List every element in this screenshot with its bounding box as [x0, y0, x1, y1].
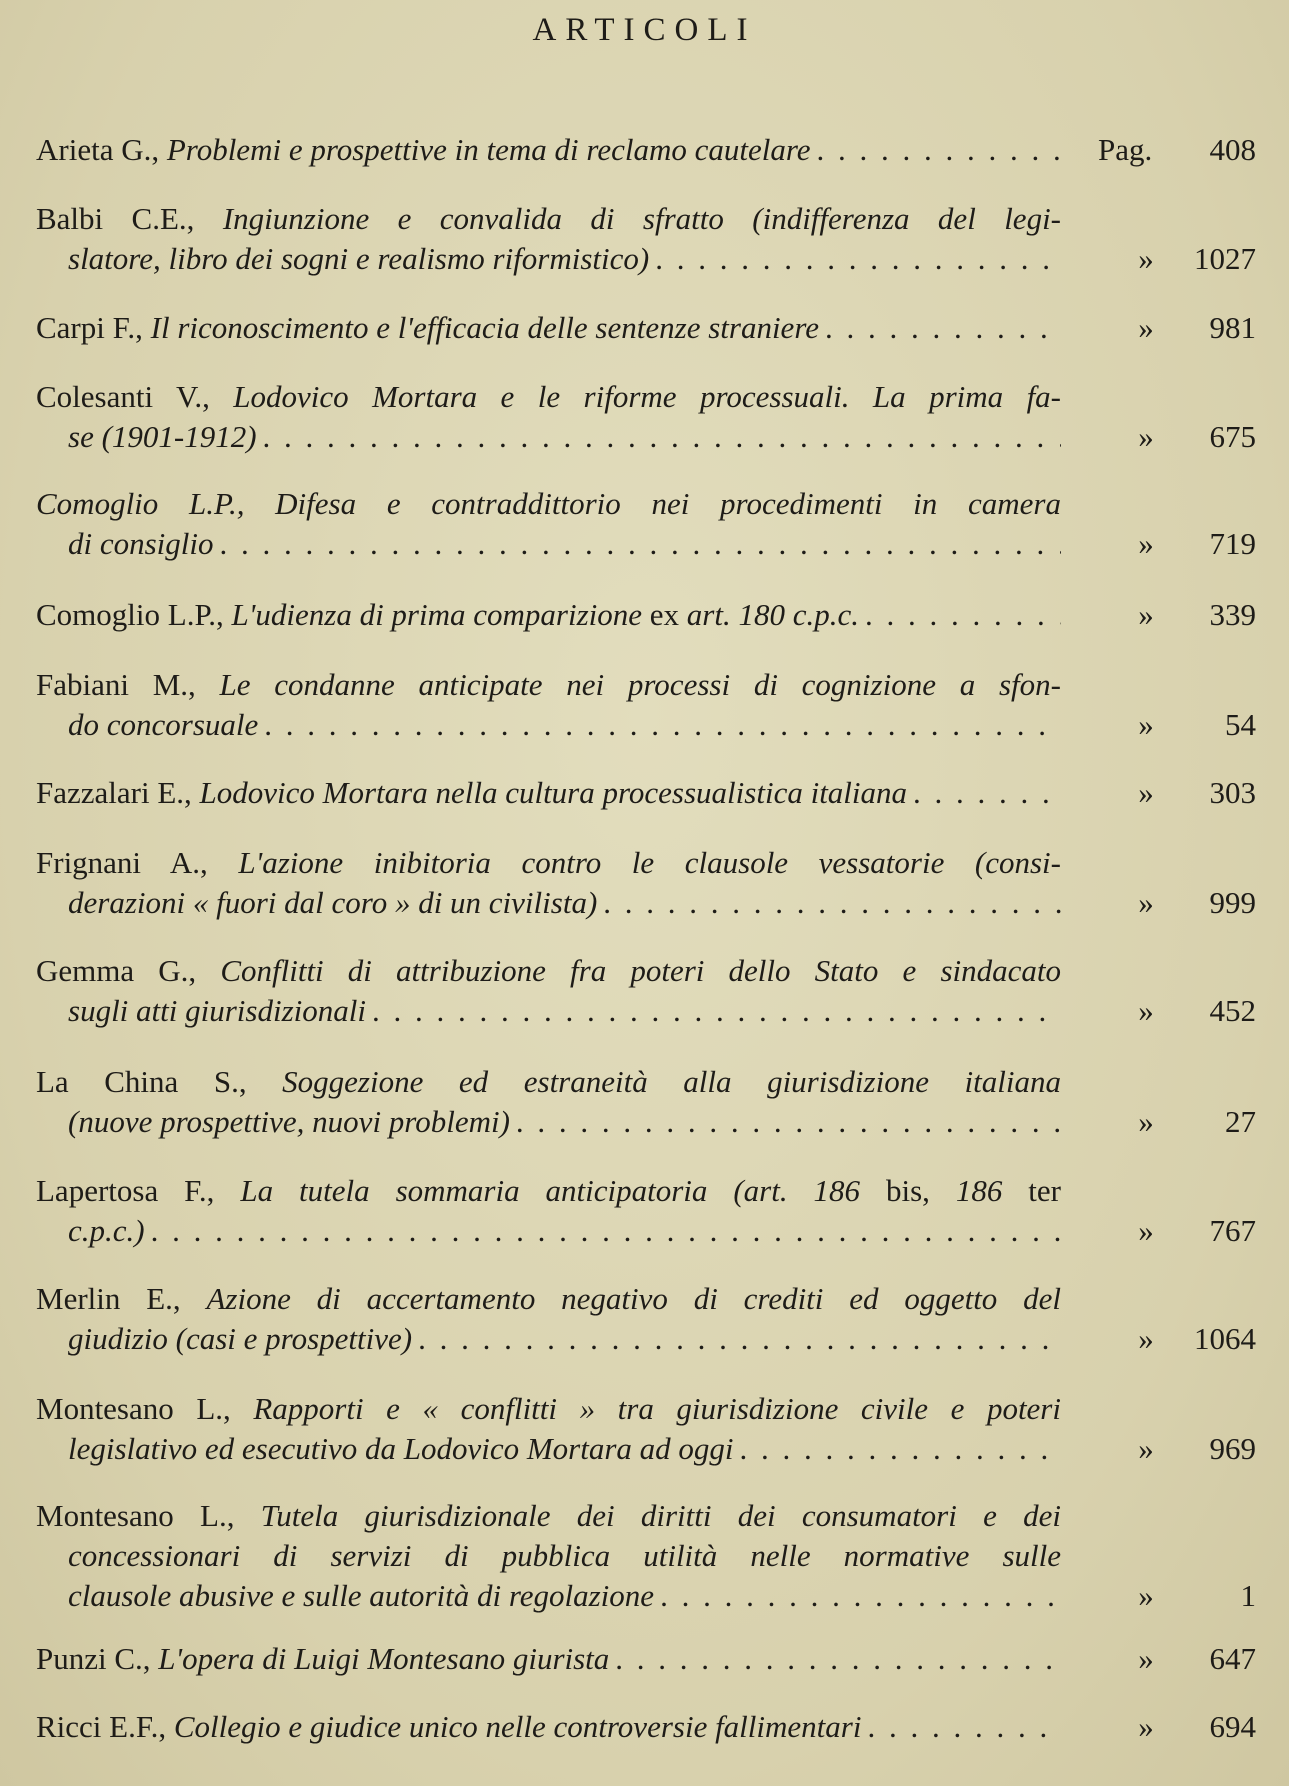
toc-entry: [36, 1062, 1256, 1142]
author-name: Lapertosa F.,: [36, 1173, 241, 1208]
ditto-mark: »: [1138, 993, 1154, 1028]
toc-entry: [36, 308, 1256, 348]
author-name: Montesano L.,: [36, 1498, 261, 1533]
entry-text: [68, 1319, 1061, 1359]
article-title: c.p.c.): [68, 1213, 145, 1248]
dot-leader: [734, 1429, 1061, 1469]
author-name: Montesano L.,: [36, 1391, 254, 1426]
article-title: (nuove prospettive, nuovi problemi): [68, 1104, 510, 1139]
ditto-mark: »: [1138, 775, 1154, 810]
toc-entry: [36, 843, 1256, 923]
page-number: 54: [1225, 707, 1256, 742]
article-title: Il riconoscimento e l'efficacia delle sentenze straniere: [150, 310, 819, 345]
toc-entry: [36, 951, 1256, 1031]
article-title: L'azione inibitoria contro le clausole vessatorie (consi-: [238, 845, 1061, 880]
toc-entry: [36, 1707, 1256, 1747]
entry-line: [36, 1279, 1256, 1319]
dot-leader: [859, 595, 1061, 635]
dot-leader: [366, 991, 1061, 1031]
entry-line: [36, 665, 1256, 705]
article-title: Tutela giurisdizionale dei diritti dei consumatori e dei: [260, 1498, 1061, 1533]
article-title: Rapporti e « conflitti » tra giurisdizione civile e poteri: [253, 1391, 1061, 1426]
entry-text: [36, 377, 1061, 417]
page-number: 719: [1209, 526, 1256, 561]
toc-entry: [36, 484, 1256, 564]
entry-line: [36, 843, 1256, 883]
author-name: ex: [649, 597, 687, 632]
entry-line: [36, 1639, 1256, 1679]
article-title: slatore, libro dei sogni e realismo riformistico): [68, 241, 650, 276]
entry-line: [36, 705, 1256, 745]
page-number: 1027: [1194, 241, 1256, 276]
entry-text: [36, 843, 1061, 883]
author-name: Fabiani M.,: [36, 667, 220, 702]
entry-text: [36, 1707, 1061, 1747]
dot-leader: [609, 1639, 1061, 1679]
article-title: sugli atti giurisdizionali: [68, 993, 366, 1028]
ditto-mark: »: [1138, 310, 1154, 345]
page-number: 694: [1209, 1709, 1256, 1744]
entry-line: [36, 1211, 1256, 1251]
ditto-mark: »: [1138, 1104, 1154, 1139]
entry-line: [36, 199, 1256, 239]
article-title: art. 180 c.p.c.: [686, 597, 859, 632]
entry-line: [36, 595, 1256, 635]
dot-leader: [649, 239, 1061, 279]
dot-leader: [214, 524, 1061, 564]
entry-line: [36, 524, 1256, 564]
author-name: Frignani A.,: [36, 845, 239, 880]
page-prefix: Pag.: [1098, 132, 1153, 167]
dot-leader: [145, 1211, 1061, 1251]
ditto-mark: »: [1138, 241, 1154, 276]
article-title: derazioni « fuori dal coro » di un civilista): [68, 885, 598, 920]
article-title: do concorsuale: [68, 707, 259, 742]
entry-line: [36, 1171, 1256, 1211]
page-number: 408: [1209, 132, 1256, 167]
toc-entry: [36, 1171, 1256, 1251]
ditto-mark: »: [1138, 885, 1154, 920]
toc-entry: [36, 773, 1256, 813]
dot-leader: [654, 1576, 1061, 1616]
dot-leader: [861, 1707, 1061, 1747]
author-name: Ricci E.F.,: [36, 1709, 174, 1744]
toc-entry: [36, 665, 1256, 745]
dot-leader: [907, 773, 1061, 813]
entry-text: [68, 1576, 1061, 1616]
entry-text: [68, 1429, 1061, 1469]
article-title: Lodovico Mortara e le riforme processuali. La prima fa-: [233, 379, 1061, 414]
article-title: concessionari di servizi di pubblica utilità nelle normative sulle: [68, 1538, 1061, 1573]
entry-line: [36, 1707, 1256, 1747]
entry-text: [68, 524, 1061, 564]
entry-text: [36, 1171, 1061, 1211]
toc-entry: [36, 199, 1256, 279]
entry-text: [36, 951, 1061, 991]
entry-text: [68, 1536, 1061, 1576]
page-number: 452: [1209, 993, 1256, 1028]
entry-text: [36, 1062, 1061, 1102]
dot-leader: [597, 883, 1061, 923]
toc-entry: [36, 1639, 1256, 1679]
entry-text: [36, 1279, 1061, 1319]
entry-text: [36, 308, 1061, 348]
page-number: 303: [1209, 775, 1256, 810]
article-title: Problemi e prospettive in tema di reclamo cautelare: [166, 132, 811, 167]
entry-text: [68, 1211, 1061, 1251]
entry-text: [36, 665, 1061, 705]
toc-entry: [36, 1389, 1256, 1469]
entry-text: [68, 239, 1061, 279]
article-title: giudizio (casi e prospettive): [68, 1321, 413, 1356]
dot-leader: [819, 308, 1061, 348]
entry-line: [36, 1319, 1256, 1359]
entry-line: [36, 239, 1256, 279]
article-title: Conflitti di attribuzione fra poteri dello Stato e sindacato: [220, 953, 1061, 988]
page-number: 647: [1209, 1641, 1256, 1676]
page-number: 339: [1209, 597, 1256, 632]
dot-leader: [257, 417, 1061, 457]
entry-line: [36, 1062, 1256, 1102]
article-title: Azione di accertamento negativo di crediti ed oggetto del: [206, 1281, 1061, 1316]
ditto-mark: »: [1138, 1641, 1154, 1676]
toc-entry: [36, 595, 1256, 635]
article-title: clausole abusive e sulle autorità di regolazione: [68, 1578, 655, 1613]
entry-text: [36, 130, 1061, 170]
entry-line: [36, 130, 1256, 170]
entry-text: [36, 773, 1061, 813]
dot-leader: [258, 705, 1061, 745]
entry-line: [36, 951, 1256, 991]
article-title: Lodovico Mortara nella cultura processualistica italiana: [199, 775, 908, 810]
section-heading: ARTICOLI: [532, 12, 757, 48]
article-title: La tutela sommaria anticipatoria (art. 186: [240, 1173, 886, 1208]
entry-text: [36, 199, 1061, 239]
article-title: legislativo ed esecutivo da Lodovico Mortara ad oggi: [68, 1431, 734, 1466]
entry-line: [36, 991, 1256, 1031]
author-name: Arieta G.,: [36, 132, 167, 167]
page-number: 981: [1209, 310, 1256, 345]
article-title: Comoglio L.P., Difesa e contraddittorio nei procedimenti in camera: [36, 486, 1061, 521]
entry-text: [68, 705, 1061, 745]
entry-text: [36, 1496, 1061, 1536]
author-name: Fazzalari E.,: [36, 775, 200, 810]
ditto-mark: »: [1138, 597, 1154, 632]
author-name: Comoglio L.P.,: [36, 597, 232, 632]
article-title: L'udienza di prima comparizione: [231, 597, 650, 632]
article-title: Le condanne anticipate nei processi di cognizione a sfon-: [219, 667, 1061, 702]
author-name: La China S.,: [36, 1064, 283, 1099]
page-number: 767: [1209, 1213, 1256, 1248]
ditto-mark: »: [1138, 1709, 1154, 1744]
entry-text: [68, 883, 1061, 923]
page-number: 675: [1209, 419, 1256, 454]
page-number: 27: [1225, 1104, 1256, 1139]
page-number: 969: [1209, 1431, 1256, 1466]
toc-entry: [36, 1279, 1256, 1359]
article-title: 186: [955, 1173, 1029, 1208]
dot-leader: [811, 130, 1061, 170]
article-title: di consiglio: [68, 526, 214, 561]
toc-entry: [36, 377, 1256, 457]
entry-text: [68, 417, 1061, 457]
ditto-mark: »: [1138, 526, 1154, 561]
ditto-mark: »: [1138, 1213, 1154, 1248]
dot-leader: [510, 1102, 1061, 1142]
entry-text: [36, 1639, 1061, 1679]
article-title: Soggezione ed estraneità alla giurisdizione italiana: [282, 1064, 1061, 1099]
article-title: Ingiunzione e convalida di sfratto (indifferenza del legi-: [222, 201, 1061, 236]
entry-line: [36, 308, 1256, 348]
entry-line: [36, 883, 1256, 923]
entry-line: [36, 1576, 1256, 1616]
ditto-mark: »: [1138, 707, 1154, 742]
entry-line: [36, 1102, 1256, 1142]
author-name: Balbi C.E.,: [36, 201, 223, 236]
author-name: Merlin E.,: [36, 1281, 207, 1316]
author-name: bis,: [885, 1173, 956, 1208]
article-title: L'opera di Luigi Montesano giurista: [158, 1641, 610, 1676]
entry-text: [36, 484, 1061, 524]
author-name: Carpi F.,: [36, 310, 151, 345]
author-name: Gemma G.,: [36, 953, 221, 988]
entry-text: [68, 991, 1061, 1031]
entry-text: [36, 1389, 1061, 1429]
ditto-mark: »: [1138, 419, 1154, 454]
dot-leader: [412, 1319, 1061, 1359]
article-title: se (1901-1912): [68, 419, 257, 454]
entry-line: [36, 773, 1256, 813]
entry-text: [36, 595, 1061, 635]
ditto-mark: »: [1138, 1431, 1154, 1466]
entry-line: [36, 484, 1256, 524]
toc-entry: [36, 130, 1256, 170]
author-name: Colesanti V.,: [36, 379, 234, 414]
author-name: ter: [1028, 1173, 1061, 1208]
entry-text: [68, 1102, 1061, 1142]
page-number: 1064: [1194, 1321, 1256, 1356]
entry-line: [36, 417, 1256, 457]
ditto-mark: »: [1138, 1321, 1154, 1356]
author-name: Punzi C.,: [36, 1641, 159, 1676]
entry-line: [36, 377, 1256, 417]
toc-entry: [36, 1496, 1256, 1616]
entry-line: [36, 1389, 1256, 1429]
entry-line: [36, 1536, 1256, 1576]
page-number: 1: [1240, 1578, 1256, 1613]
article-title: Collegio e giudice unico nelle controversie fallimentari: [173, 1709, 862, 1744]
entry-line: [36, 1496, 1256, 1536]
page-number: 999: [1209, 885, 1256, 920]
entry-line: [36, 1429, 1256, 1469]
ditto-mark: »: [1138, 1578, 1154, 1613]
